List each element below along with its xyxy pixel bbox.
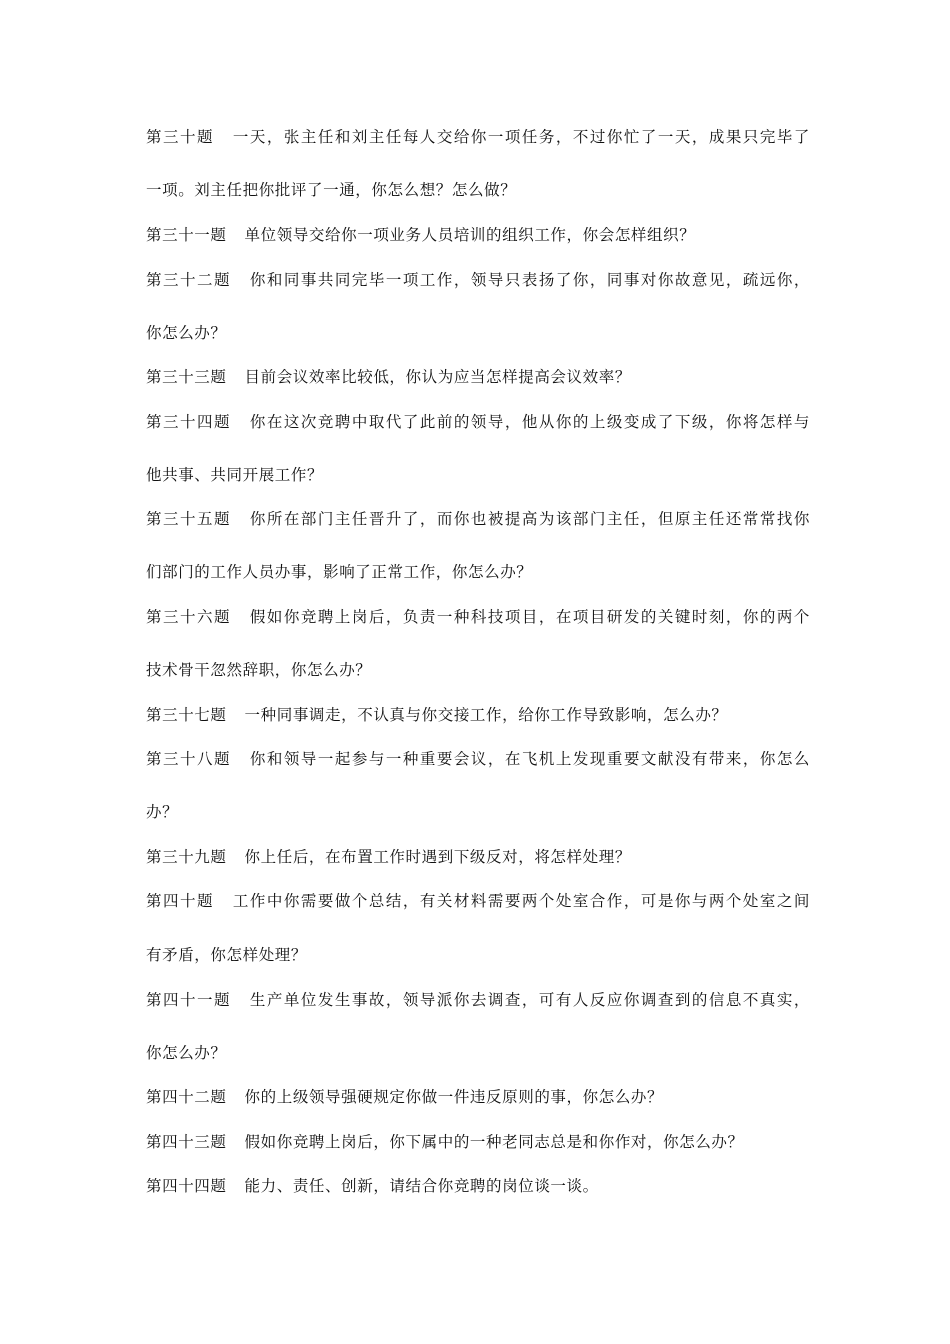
question-number: 第三十四题 <box>146 413 231 431</box>
question-text: 能力、责任、创新，请结合你竞聘的岗位谈一谈。 <box>244 1177 599 1195</box>
question-36-line-2: 技术骨干忽然辞职，你怎么办？ <box>146 661 372 679</box>
question-35-line-1 <box>146 508 810 530</box>
question-35-line-2: 们部门的工作人员办事，影响了正常工作，你怎么办？ <box>146 563 533 581</box>
question-34-line-1 <box>146 411 810 433</box>
question-30-line-1 <box>146 126 810 148</box>
question-text: 一种同事调走，不认真与你交接工作，给你工作导致影响，怎么办？ <box>244 706 728 724</box>
question-42-line-1 <box>146 1086 810 1108</box>
question-33-line-1 <box>146 366 810 388</box>
question-41-line-2: 你怎么办？ <box>146 1044 227 1062</box>
question-30-line-2: 一项。刘主任把你批评了一通，你怎么想？怎么做？ <box>146 181 517 199</box>
question-number: 第三十八题 <box>146 750 231 768</box>
question-number: 第三十二题 <box>146 271 231 289</box>
question-40-line-2: 有矛盾，你怎样处理？ <box>146 946 308 964</box>
question-34-line-2: 他共事、共同开展工作？ <box>146 466 324 484</box>
question-text: 假如你竞聘上岗后，负责一种科技项目，在项目研发的关键时刻，你的两个 <box>249 608 810 626</box>
question-number: 第三十三题 <box>146 368 227 386</box>
question-number: 第四十题 <box>146 892 214 910</box>
question-text: 你上任后，在布置工作时遇到下级反对，将怎样处理？ <box>244 848 631 866</box>
question-40-line-1 <box>146 890 810 912</box>
question-43-line-1 <box>146 1131 810 1153</box>
question-number: 第四十三题 <box>146 1133 227 1151</box>
question-32-line-2: 你怎么办？ <box>146 324 227 342</box>
question-number: 第三十九题 <box>146 848 227 866</box>
question-text: 假如你竞聘上岗后，你下属中的一种老同志总是和你作对，你怎么办？ <box>244 1133 744 1151</box>
question-text: 你的上级领导强硬规定你做一件违反原则的事，你怎么办？ <box>244 1088 664 1106</box>
question-41-line-1 <box>146 989 810 1011</box>
question-37-line-1 <box>146 704 810 726</box>
question-number: 第三十五题 <box>146 510 231 528</box>
question-38-line-2: 办？ <box>146 803 179 821</box>
question-text: 生产单位发生事故，领导派你去调查，可有人反应你调查到的信息不真实， <box>249 991 810 1009</box>
question-text: 你和领导一起参与一种重要会议，在飞机上发现重要文献没有带来，你怎么 <box>249 750 810 768</box>
question-39-line-1 <box>146 846 810 868</box>
question-text: 你和同事共同完毕一项工作，领导只表扬了你，同事对你故意见，疏远你， <box>249 271 810 289</box>
question-36-line-1 <box>146 606 810 628</box>
question-44-line-1 <box>146 1175 810 1197</box>
question-text: 一天，张主任和刘主任每人交给你一项任务，不过你忙了一天，成果只完毕了 <box>232 128 810 146</box>
question-text: 单位领导交给你一项业务人员培训的组织工作，你会怎样组织？ <box>244 226 696 244</box>
question-text: 你所在部门主任晋升了，而你也被提高为该部门主任，但原主任还常常找你 <box>249 510 810 528</box>
question-32-line-1 <box>146 269 810 291</box>
question-text: 目前会议效率比较低，你认为应当怎样提高会议效率？ <box>244 368 631 386</box>
question-number: 第四十四题 <box>146 1177 227 1195</box>
question-number: 第三十六题 <box>146 608 231 626</box>
question-number: 第四十二题 <box>146 1088 227 1106</box>
question-number: 第三十一题 <box>146 226 227 244</box>
question-38-line-1 <box>146 748 810 770</box>
question-number: 第三十七题 <box>146 706 227 724</box>
question-text: 你在这次竞聘中取代了此前的领导，他从你的上级变成了下级，你将怎样与 <box>249 413 810 431</box>
question-31-line-1 <box>146 224 810 246</box>
question-number: 第四十一题 <box>146 991 231 1009</box>
question-number: 第三十题 <box>146 128 214 146</box>
question-text: 工作中你需要做个总结，有关材料需要两个处室合作，可是你与两个处室之间 <box>232 892 810 910</box>
